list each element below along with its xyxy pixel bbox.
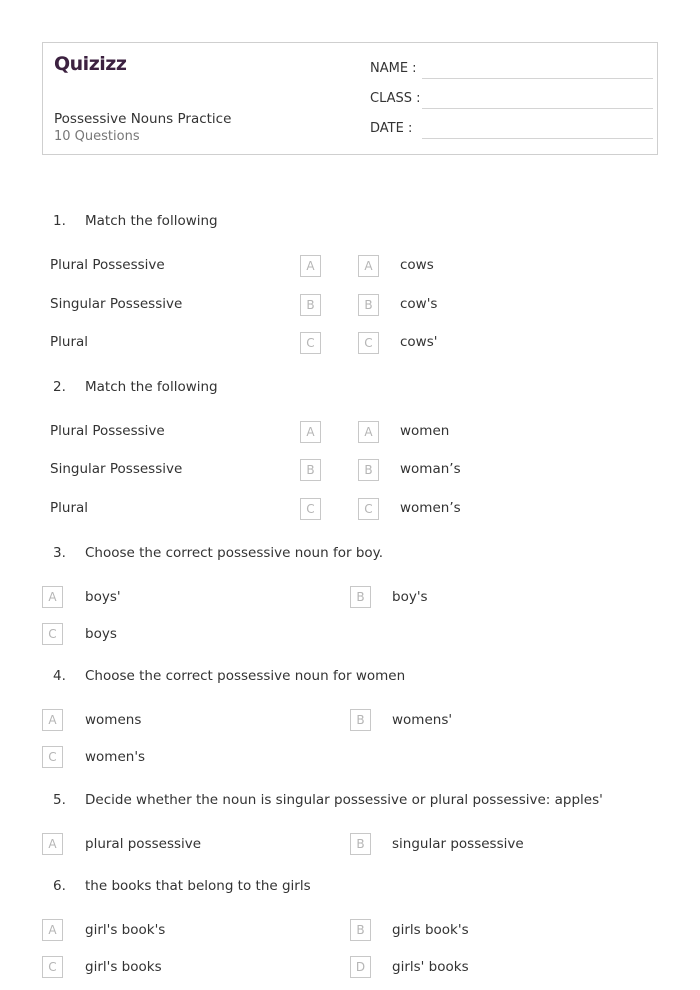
question-text: the books that belong to the girls bbox=[85, 878, 311, 894]
option-text: girls' books bbox=[392, 959, 469, 975]
option-text: women's bbox=[85, 749, 146, 765]
class-field[interactable] bbox=[370, 91, 650, 111]
match-left-item: Singular Possessive bbox=[50, 296, 183, 312]
option-letter-box[interactable]: C bbox=[42, 746, 63, 768]
question-6-heading bbox=[53, 878, 311, 894]
question-text: Choose the correct possessive noun for boy. bbox=[85, 545, 384, 561]
match-right-letter-box[interactable]: A bbox=[358, 421, 379, 443]
match-right-letter-box[interactable]: A bbox=[358, 255, 379, 277]
option-text: womens bbox=[85, 712, 142, 728]
option-letter-box[interactable]: B bbox=[350, 586, 371, 608]
question-number: 1. bbox=[53, 213, 66, 229]
match-left-item: Singular Possessive bbox=[50, 461, 183, 477]
match-left-letter-box[interactable]: C bbox=[300, 498, 321, 520]
question-text: Decide whether the noun is singular possessive or plural possessive: apples' bbox=[85, 792, 603, 808]
question-4-heading bbox=[53, 668, 405, 684]
match-right-item: cows' bbox=[400, 334, 438, 350]
match-right-letter-box[interactable]: C bbox=[358, 498, 379, 520]
name-line[interactable] bbox=[422, 78, 653, 79]
date-field[interactable] bbox=[370, 121, 650, 141]
question-number: 2. bbox=[53, 379, 66, 395]
option-text: boys bbox=[85, 626, 117, 642]
question-number: 4. bbox=[53, 668, 66, 684]
question-text: Match the following bbox=[85, 379, 218, 395]
match-right-item: cows bbox=[400, 257, 434, 273]
option-letter-box[interactable]: A bbox=[42, 919, 63, 941]
question-text: Match the following bbox=[85, 213, 218, 229]
option-letter-box[interactable]: D bbox=[350, 956, 371, 978]
match-right-item: women’s bbox=[400, 500, 461, 516]
option-text: womens' bbox=[392, 712, 453, 728]
option-text: singular possessive bbox=[392, 836, 524, 852]
match-left-item: Plural Possessive bbox=[50, 257, 165, 273]
question-3-heading bbox=[53, 545, 383, 561]
option-text: plural possessive bbox=[85, 836, 202, 852]
match-right-letter-box[interactable]: B bbox=[358, 459, 379, 481]
worksheet-title: Possessive Nouns Practice bbox=[54, 111, 232, 127]
match-right-letter-box[interactable]: C bbox=[358, 332, 379, 354]
match-left-letter-box[interactable]: C bbox=[300, 332, 321, 354]
date-line[interactable] bbox=[422, 138, 653, 139]
option-letter-box[interactable]: B bbox=[350, 919, 371, 941]
option-letter-box[interactable]: B bbox=[350, 709, 371, 731]
date-label: DATE : bbox=[370, 121, 413, 136]
class-label: CLASS : bbox=[370, 91, 421, 106]
option-text: girls book's bbox=[392, 922, 469, 938]
match-left-item: Plural Possessive bbox=[50, 423, 165, 439]
option-letter-box[interactable]: A bbox=[42, 833, 63, 855]
option-text: boys' bbox=[85, 589, 121, 605]
option-letter-box[interactable]: A bbox=[42, 586, 63, 608]
match-left-letter-box[interactable]: B bbox=[300, 294, 321, 316]
match-left-letter-box[interactable]: B bbox=[300, 459, 321, 481]
option-letter-box[interactable]: A bbox=[42, 709, 63, 731]
match-left-item: Plural bbox=[50, 334, 89, 350]
question-2-heading bbox=[53, 379, 218, 395]
match-left-letter-box[interactable]: A bbox=[300, 421, 321, 443]
name-field[interactable] bbox=[370, 61, 650, 81]
match-right-item: cow's bbox=[400, 296, 438, 312]
name-label: NAME : bbox=[370, 61, 417, 76]
question-number: 5. bbox=[53, 792, 66, 808]
option-text: boy's bbox=[392, 589, 428, 605]
option-text: girl's book's bbox=[85, 922, 166, 938]
option-letter-box[interactable]: C bbox=[42, 623, 63, 645]
class-line[interactable] bbox=[422, 108, 653, 109]
option-letter-box[interactable]: B bbox=[350, 833, 371, 855]
match-right-item: woman’s bbox=[400, 461, 461, 477]
match-right-letter-box[interactable]: B bbox=[358, 294, 379, 316]
option-letter-box[interactable]: C bbox=[42, 956, 63, 978]
match-left-letter-box[interactable]: A bbox=[300, 255, 321, 277]
question-1-heading bbox=[53, 213, 218, 229]
worksheet-header bbox=[42, 42, 658, 155]
question-text: Choose the correct possessive noun for women bbox=[85, 668, 406, 684]
match-left-item: Plural bbox=[50, 500, 89, 516]
question-count: 10 Questions bbox=[54, 129, 140, 144]
match-right-item: women bbox=[400, 423, 450, 439]
question-number: 6. bbox=[53, 878, 66, 894]
quizizz-logo: Quizizz bbox=[54, 53, 127, 75]
question-5-heading bbox=[53, 792, 603, 808]
question-number: 3. bbox=[53, 545, 66, 561]
option-text: girl's books bbox=[85, 959, 162, 975]
